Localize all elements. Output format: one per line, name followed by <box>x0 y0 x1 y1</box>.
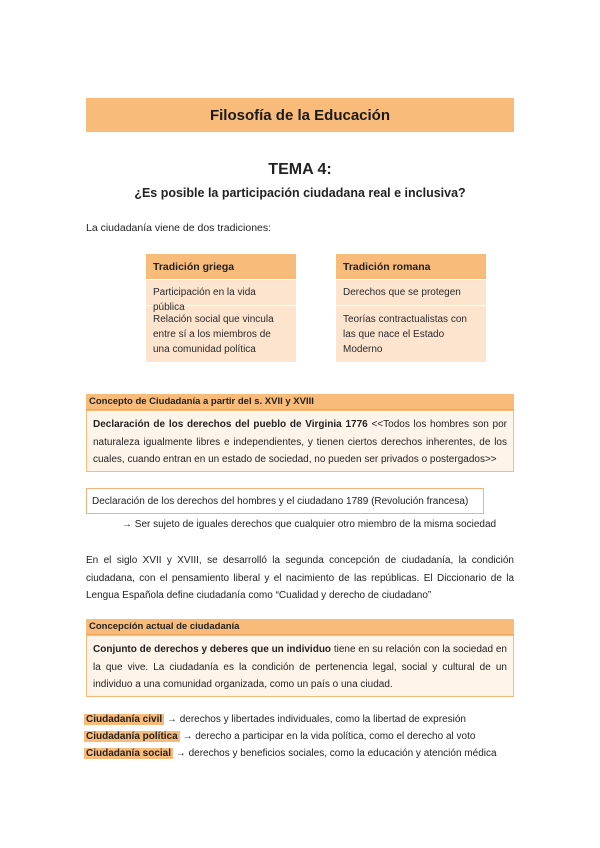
intro-text: La ciudadanía viene de dos tradiciones: <box>86 222 272 234</box>
greek-tradition-title: Tradición griega <box>146 254 296 279</box>
citizenship-type-desc: → derecho a participar en la vida política, como el derecho al voto <box>179 731 476 742</box>
citizenship-history-paragraph: En el siglo XVII y XVIII, se desarrolló la segunda concepción de ciudadanía, la condición ciudadana, con el pensamiento liberal y el nacimiento de las repúblicas. El Diccionario de la Lengua Española define ciudadanía como “Cualidad y derecho de ciudadano” <box>86 555 514 601</box>
roman-tradition-row: Derechos que se protegen <box>336 279 486 305</box>
citizenship-type-desc: → derechos y beneficios sociales, como la educación y atención médica <box>173 748 497 759</box>
course-title: Filosofía de la Educación <box>209 106 391 124</box>
citizenship-type-name: Ciudadanía política <box>86 731 178 742</box>
equal-rights-note: → Ser sujeto de iguales derechos que cualquier otro miembro de la misma sociedad <box>122 519 497 530</box>
greek-tradition-row: Relación social que vincula entre sí a los miembros de una comunidad política <box>146 305 296 362</box>
section-title: Concepto de Ciudadanía a partir del s. XVII y XVIII <box>89 396 314 407</box>
definition-lead: Conjunto de derechos y deberes que un individuo <box>93 644 332 655</box>
greek-tradition-row: Participación en la vida pública <box>146 279 296 305</box>
french-declaration-box <box>86 488 484 514</box>
current-citizenship-definition-box <box>86 635 514 697</box>
virginia-declaration-title: Declaración de los derechos del pueblo de Virginia 1776 <box>93 419 368 430</box>
citizenship-type-name: Ciudadanía social <box>86 748 172 759</box>
definition-text: tiene en su relación con la sociedad en la que vive. La ciudadanía es la condición de pertenencia legal, social y cultural de un individuo a una comunidad organizada, como un país o una ciudad. <box>93 644 507 690</box>
roman-tradition-title: Tradición romana <box>336 254 486 279</box>
roman-tradition-row: Teorías contractualistas con las que nace el Estado Moderno <box>336 305 486 362</box>
section-title: Concepción actual de ciudadanía <box>89 621 240 632</box>
french-declaration-text: Declaración de los derechos del hombres y el ciudadano 1789 (Revolución francesa) <box>92 495 469 507</box>
section-header-modern-citizenship <box>86 394 514 410</box>
citizenship-type-desc: → derechos y libertades individuales, como la libertad de expresión <box>164 714 466 725</box>
citizenship-type-item <box>86 731 475 742</box>
greek-tradition-table <box>146 254 296 362</box>
citizenship-type-item <box>86 714 466 725</box>
section-header-current-citizenship <box>86 619 514 635</box>
topic-number: TEMA 4: <box>268 161 332 178</box>
course-title-banner <box>86 98 514 132</box>
virginia-declaration-box <box>86 410 514 472</box>
citizenship-type-name: Ciudadanía civil <box>86 714 163 725</box>
topic-question: ¿Es posible la participación ciudadana real e inclusiva? <box>134 186 466 200</box>
citizenship-type-item <box>86 748 497 759</box>
roman-tradition-table <box>336 254 486 362</box>
virginia-declaration-quote: <<Todos los hombres son por naturaleza igualmente libres e independientes, y tienen ciertos derechos inherentes, de los cuales, cuando entran en un estado de sociedad, no pueden ser privados o postergados>> <box>93 419 507 465</box>
